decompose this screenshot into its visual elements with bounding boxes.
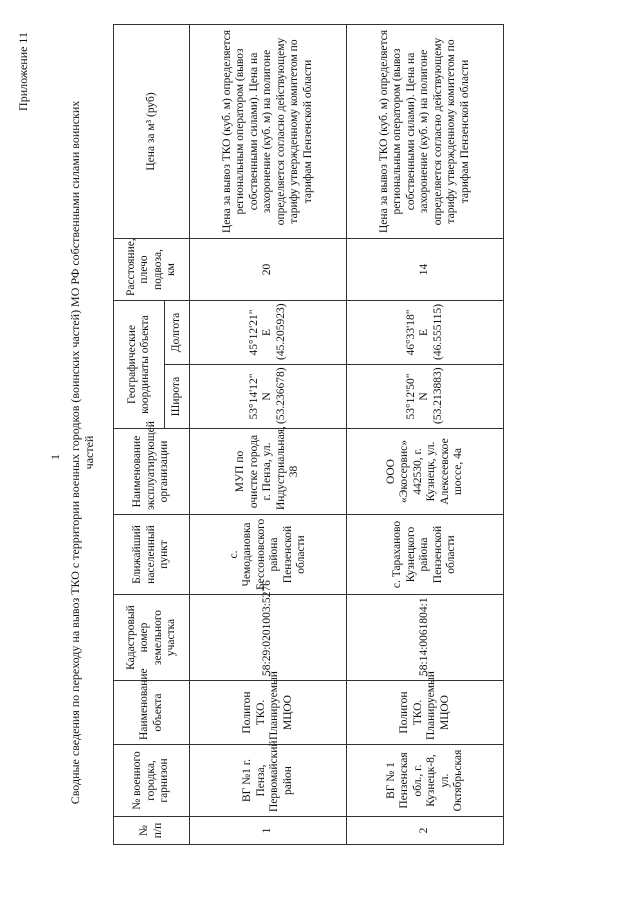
col-header-settlement: Ближайший населенный пункт (114, 515, 190, 595)
col-header-price: Цена за м³ (руб) (114, 24, 190, 238)
page-number: 1 (48, 454, 62, 460)
cell-num: 2 (347, 817, 504, 845)
cell-distance: 14 (347, 238, 504, 300)
cell-settlement: с. Тараханово Кузнецкого района Пензенской области (347, 515, 504, 595)
cell-distance: 20 (190, 238, 347, 300)
summary-table (113, 24, 504, 845)
col-header-cadastral: Кадастровый номер земельного участка (114, 595, 190, 681)
cell-cadastral: 58:29:0201003:5276 (190, 595, 347, 681)
cell-lat: 53°14'12" N (53.236678) (190, 365, 347, 429)
col-header-lon: Долгота (165, 300, 190, 364)
cell-operator: ООО «Экосервис» 442530, г. Кузнецк, ул. Алексеевское шоссе, 4а (347, 429, 504, 515)
col-header-lat: Широта (165, 365, 190, 429)
cell-lon: 46°33'18" E (46.555115) (347, 300, 504, 364)
cell-operator: МУП по очистке города г. Пенза, ул. Индустриальная, 38 (190, 429, 347, 515)
col-header-operator: Наименование эксплуатирующей организации (114, 429, 190, 515)
col-header-object: Наименование объекта (114, 681, 190, 745)
cell-object: Полигон ТКО. Планируемый МЦОО (347, 681, 504, 745)
cell-price: Цена за вывоз ТКО (куб. м) определяется региональным оператором (вывоз собственными силами). Цена на захоронение (куб. м) на полигоне определяется согласно действующему тарифу утвержденному комитетом по тарифам Пензенской области (190, 24, 347, 238)
appendix-label: Приложение 11 (16, 32, 30, 111)
cell-lon: 45°12'21" E (45.205923) (190, 300, 347, 364)
cell-num: 1 (190, 817, 347, 845)
cell-gorodok: ВГ №1 г. Пенза, Первомайский район (190, 745, 347, 817)
cell-settlement: с. Чемодановка Бессоновского района Пензенской области (190, 515, 347, 595)
cell-cadastral: 58:14:0061804:1 (347, 595, 504, 681)
cell-lat: 53°12'50" N (53.213883) (347, 365, 504, 429)
col-header-gorodok: № военного городка, гарнизон (114, 745, 190, 817)
cell-object: Полигон ТКО. Планируемый МЦОО (190, 681, 347, 745)
document-title: Сводные сведения по переходу на вывоз ТКО с территории военных городков (воинских частей) МО РФ собственными силами воинских частей (68, 100, 96, 805)
col-header-geo: Географические координаты объекта (114, 300, 165, 428)
table-header-row (114, 24, 165, 844)
col-header-num: № п/п (114, 817, 190, 845)
col-header-distance: Расстояние, плечо подвоза, км (114, 238, 190, 300)
table-row (347, 24, 504, 844)
cell-gorodok: ВГ № 1 Пензенская обл., г. Кузнецк-8, ул. Октябрьская (347, 745, 504, 817)
table-row (190, 24, 347, 844)
cell-price: Цена за вывоз ТКО (куб. м) определяется региональным оператором (вывоз собственными силами). Цена на захоронение (куб. м) на полигоне определяется согласно действующему тарифу утвержденному комитетом по тарифам Пензенской области (347, 24, 504, 238)
